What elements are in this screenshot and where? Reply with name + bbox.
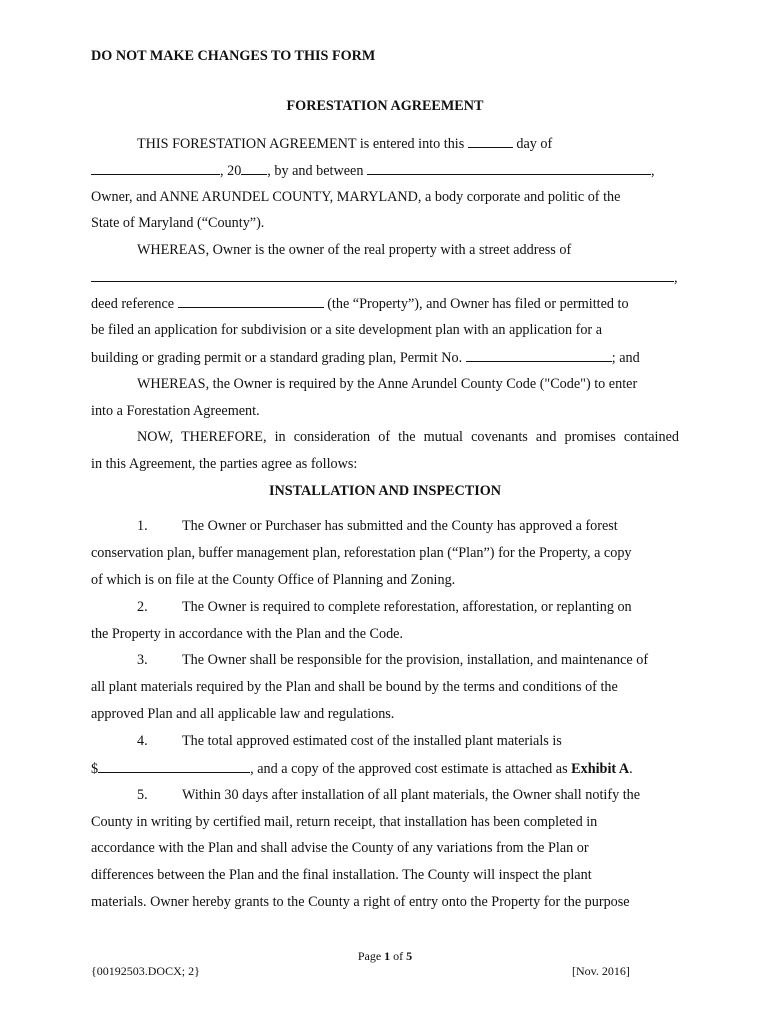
item-5-line-2: County in writing by certified mail, return receipt, that installation has been completed in — [91, 814, 598, 830]
item-5-line-5: materials. Owner hereby grants to the County a right of entry onto the Property for the purpose — [91, 894, 630, 910]
item-number: 3. — [137, 652, 148, 668]
doc-id: {00192503.DOCX; 2} — [91, 964, 200, 978]
text: The Owner is required to complete reforestation, afforestation, or replanting on — [182, 599, 632, 615]
whereas-2-line-2: into a Forestation Agreement. — [91, 403, 260, 419]
item-number: 1. — [137, 518, 148, 534]
item-3-line-3: approved Plan and all applicable law and regulations. — [91, 706, 395, 722]
text: , — [674, 270, 678, 286]
whereas-2-line-1: WHEREAS, the Owner is required by the Anne Arundel County Code ("Code") to enter — [137, 376, 638, 392]
text: of — [390, 949, 407, 963]
item-number: 5. — [137, 787, 148, 803]
address-line — [91, 269, 678, 286]
page-number — [0, 949, 770, 963]
text: day of — [512, 136, 553, 152]
text: The total approved estimated cost of the installed plant materials is — [182, 733, 562, 749]
intro-line-1 — [137, 135, 552, 152]
section-heading: INSTALLATION AND INSPECTION — [268, 483, 502, 499]
item-number: 4. — [137, 733, 148, 749]
page-title: FORESTATION AGREEMENT — [286, 98, 484, 114]
item-4-line-2 — [91, 760, 633, 777]
whereas-1-line-1: WHEREAS, Owner is the owner of the real property with a street address of — [137, 242, 572, 258]
deed-line — [91, 295, 629, 312]
text: Within 30 days after installation of all plant materials, the Owner shall notify the — [182, 787, 641, 803]
text: , 20 — [220, 163, 242, 179]
item-2-line-2: the Property in accordance with the Plan and the Code. — [91, 626, 404, 642]
text: , — [650, 163, 655, 179]
now-therefore-line-2: in this Agreement, the parties agree as follows: — [91, 456, 358, 472]
total-pages: 5 — [406, 949, 413, 963]
text: deed reference — [91, 296, 178, 312]
address-blank — [91, 269, 674, 282]
item-5-line-3: accordance with the Plan and shall advise the County of any variations from the Plan or — [91, 840, 589, 856]
text: , by and between — [267, 163, 367, 179]
text: (the “Property”), and Owner has filed or permitted to — [323, 296, 629, 312]
item-1-line-3: of which is on file at the County Office of Planning and Zoning. — [91, 572, 456, 588]
year-blank — [241, 162, 267, 175]
text: The Owner or Purchaser has submitted and the County has approved a forest — [182, 518, 618, 534]
intro-line-4: State of Maryland (“County”). — [91, 215, 265, 231]
permit-line — [91, 349, 640, 366]
now-therefore-line-1: NOW, THEREFORE, in consideration of the mutual covenants and promises contained — [137, 429, 679, 445]
text: The Owner shall be responsible for the provision, installation, and maintenance of — [182, 652, 649, 668]
permit-blank — [466, 349, 612, 362]
month-blank — [91, 162, 220, 175]
exhibit-a-reference: Exhibit A — [571, 761, 630, 777]
owner-name-blank — [367, 162, 651, 175]
intro-line-3: Owner, and ANNE ARUNDEL COUNTY, MARYLAND, a body corporate and politic of the — [91, 189, 621, 205]
item-3-line-2: all plant materials required by the Plan and shall be bound by the terms and conditions of the — [91, 679, 618, 695]
text: , and a copy of the approved cost estimate is attached as — [250, 761, 572, 777]
whereas-1-line-4: be filed an application for subdivision or a site development plan with an application for a — [91, 322, 602, 338]
day-blank — [468, 135, 513, 148]
item-1-line-2: conservation plan, buffer management plan, reforestation plan (“Plan”) for the Property, a copy — [91, 545, 632, 561]
item-number: 2. — [137, 599, 148, 615]
cost-blank — [98, 760, 250, 773]
deed-blank — [178, 295, 324, 308]
dollar-sign: $ — [91, 761, 99, 777]
intro-line-2 — [91, 162, 655, 179]
header-notice: DO NOT MAKE CHANGES TO THIS FORM — [91, 48, 376, 64]
current-page: 1 — [384, 949, 391, 963]
text: THIS FORESTATION AGREEMENT is entered into this — [137, 136, 468, 152]
text: Page — [357, 949, 385, 963]
revision-date: [Nov. 2016] — [572, 964, 630, 978]
text: building or grading permit or a standard grading plan, Permit No. — [91, 350, 466, 366]
text: . — [629, 761, 633, 777]
item-5-line-4: differences between the Plan and the final installation. The County will inspect the plant — [91, 867, 592, 883]
text: ; and — [611, 350, 640, 366]
